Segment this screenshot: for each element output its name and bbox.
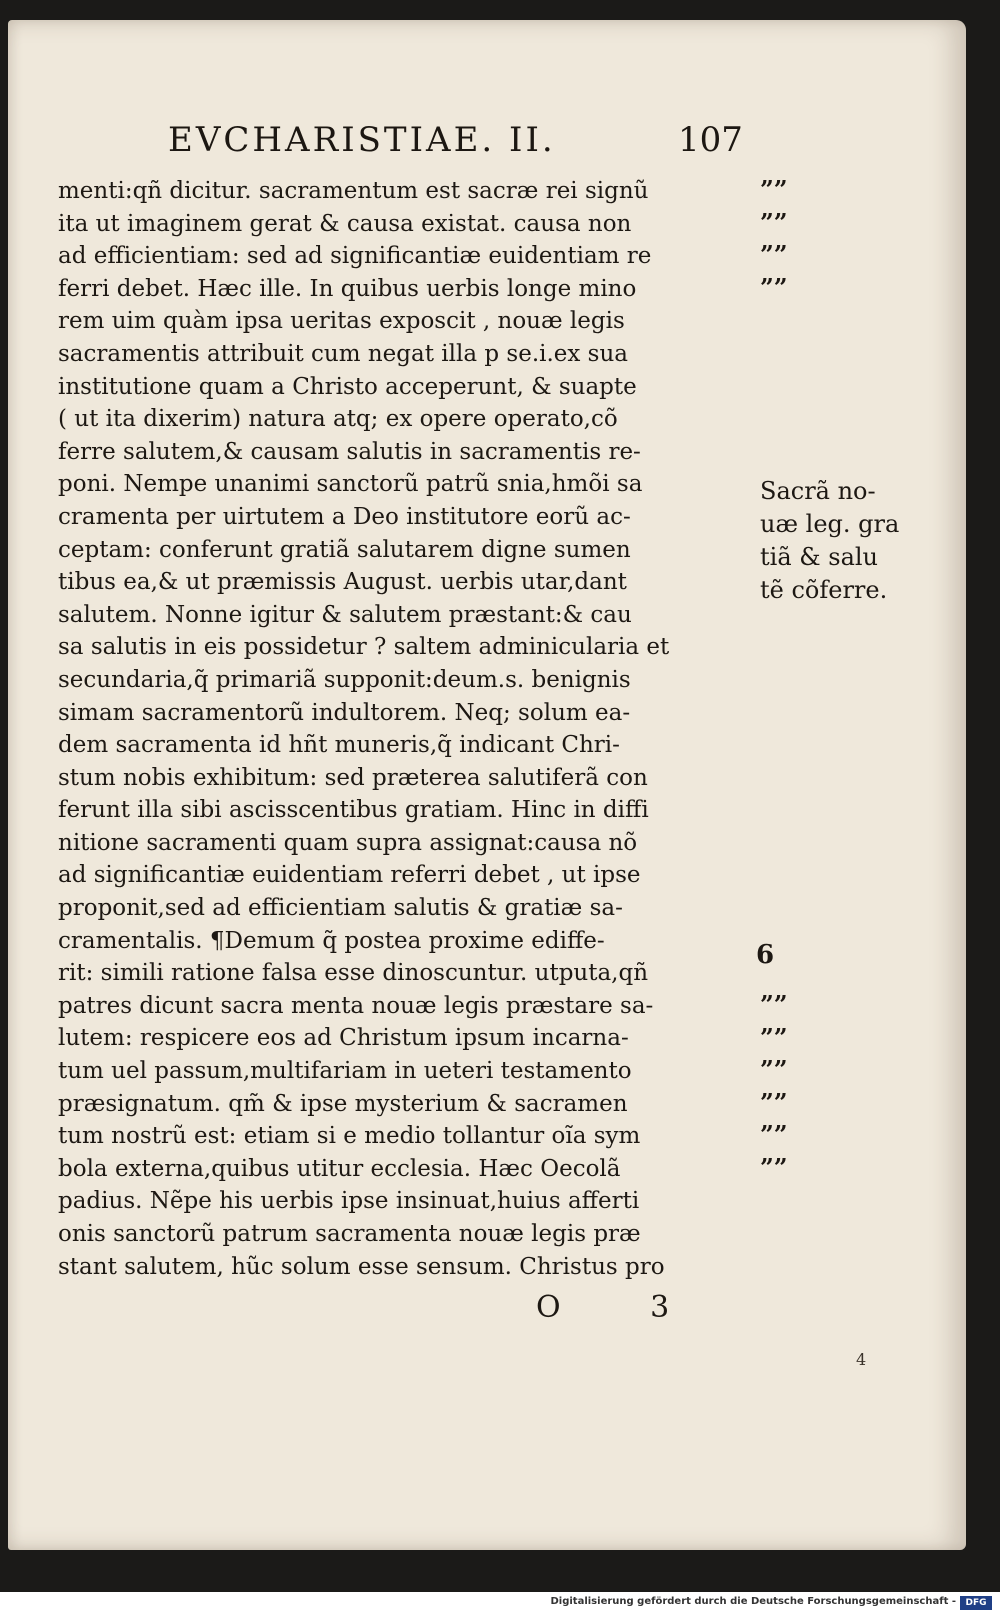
quotation-mark: ””: [760, 1022, 788, 1052]
footer-bar: [0, 1592, 1000, 1615]
small-mark: 4: [856, 1350, 867, 1369]
text-line: sa salutis in eis possidetur ? saltem adminicularia et: [58, 634, 670, 661]
running-head: [168, 120, 768, 172]
quotation-mark: ””: [760, 990, 788, 1019]
text-line: præsignatum. qm̃ & ipse mysterium & sacramen: [58, 1090, 628, 1117]
text-line: proponit,sed ad efficientiam salutis & gratiæ sa-: [58, 895, 623, 922]
marginal-note-line: tiã & salu: [760, 543, 879, 571]
text-line: rem uim quàm ipsa ueritas exposcit , nouæ legis: [58, 308, 625, 335]
marginal-note: [760, 475, 920, 607]
text-line: salutem. Nonne igitur & salutem præstant:& cau: [58, 601, 632, 628]
quotation-mark: ””: [760, 1153, 788, 1182]
text-line: menti:qñ dicitur. sacramentum est sacræ rei signũ: [58, 178, 649, 204]
book-page: [8, 20, 966, 1550]
text-line: cramenta per uirtutem a Deo institutore eorũ ac-: [58, 503, 631, 530]
text-line: ferunt illa sibi ascisscentibus gratiam. Hinc in diffi: [58, 797, 649, 824]
dfg-logo: DFG: [960, 1596, 992, 1610]
quotation-mark: ””: [760, 1055, 788, 1085]
text-line: nitione sacramenti quam supra assignat:causa nõ: [58, 829, 638, 856]
quotation-mark: ””: [760, 175, 788, 204]
text-line: simam sacramentorũ indultorem. Neq; solum ea-: [58, 699, 631, 726]
text-line: ad significantiæ euidentiam referri debet , ut ipse: [58, 862, 641, 889]
marginal-note-line: uæ leg. gra: [760, 510, 900, 538]
text-line: patres dicunt sacra menta nouæ legis præstare sa-: [58, 992, 654, 1019]
text-line: lutem: respicere eos ad Christum ipsum incarna-: [58, 1025, 629, 1052]
text-line: tum uel passum,multifariam in ueteri testamento: [58, 1058, 632, 1085]
text-line: poni. Nempe unanimi sanctorũ patrũ snia,hmõi sa: [58, 471, 643, 498]
text-line: ferre salutem,& causam salutis in sacramentis re-: [58, 438, 641, 465]
quotation-mark: ””: [760, 1087, 788, 1117]
text-line: sacramentis attribuit cum negat illa p se.i.ex sua: [58, 340, 629, 367]
signature-mark: O 3: [536, 1290, 710, 1325]
folio-number: 107: [678, 120, 743, 160]
text-line: tum nostrũ est: etiam si e medio tollantur oĩa sym: [58, 1123, 641, 1150]
margin-number: 6: [756, 940, 775, 970]
text-line: secundaria,q̃ primariã supponit:deum.s. benignis: [58, 666, 631, 693]
text-line: cramentalis. ¶Demum q̃ postea proxime ediffe-: [58, 927, 605, 954]
text-line: onis sanctorũ patrum sacramenta nouæ legis præ: [58, 1221, 641, 1247]
text-line: padius. Nẽpe his uerbis ipse insinuat,huius afferti: [58, 1188, 640, 1215]
text-line: tibus ea,& ut præmissis August. uerbis utar,dant: [58, 569, 627, 596]
text-line: ferri debet. Hæc ille. In quibus uerbis longe mino: [58, 275, 637, 302]
quotation-mark: ””: [760, 272, 788, 302]
text-line: rit: simili ratione falsa esse dinoscuntur. utputa,qñ: [58, 960, 649, 987]
running-title: EVCHARISTIAE. II.: [168, 120, 556, 160]
text-line: ad efficientiam: sed ad significantiæ euidentiam re: [58, 243, 652, 270]
text-line: ( ut ita dixerim) natura atq; ex opere operato,cõ: [58, 406, 618, 433]
text-line: stum nobis exhibitum: sed præterea salutiferã con: [58, 764, 648, 791]
text-line: ita ut imaginem gerat & causa existat. causa non: [58, 210, 632, 237]
text-line: stant salutem, hũc solum esse sensum. Christus pro: [58, 1253, 665, 1280]
quotation-mark: ””: [760, 207, 788, 237]
body-text: [58, 175, 748, 1283]
marginal-note-line: tẽ cõferre.: [760, 576, 888, 604]
text-line: ceptam: conferunt gratiã salutarem digne sumen: [58, 536, 631, 563]
footer-credit: Digitalisierung gefördert durch die Deutsche Forschungsgemeinschaft -: [550, 1596, 956, 1607]
quotation-mark: ””: [760, 240, 788, 270]
text-line: bola externa,quibus utitur ecclesia. Hæc Oecolã: [58, 1155, 621, 1182]
marginal-note-line: Sacrã no-: [760, 477, 876, 505]
quotation-mark: ””: [760, 1120, 788, 1150]
text-line: institutione quam a Christo acceperunt, & suapte: [58, 373, 637, 400]
text-line: dem sacramenta id hñt muneris,q̃ indicant Chri-: [58, 732, 620, 759]
